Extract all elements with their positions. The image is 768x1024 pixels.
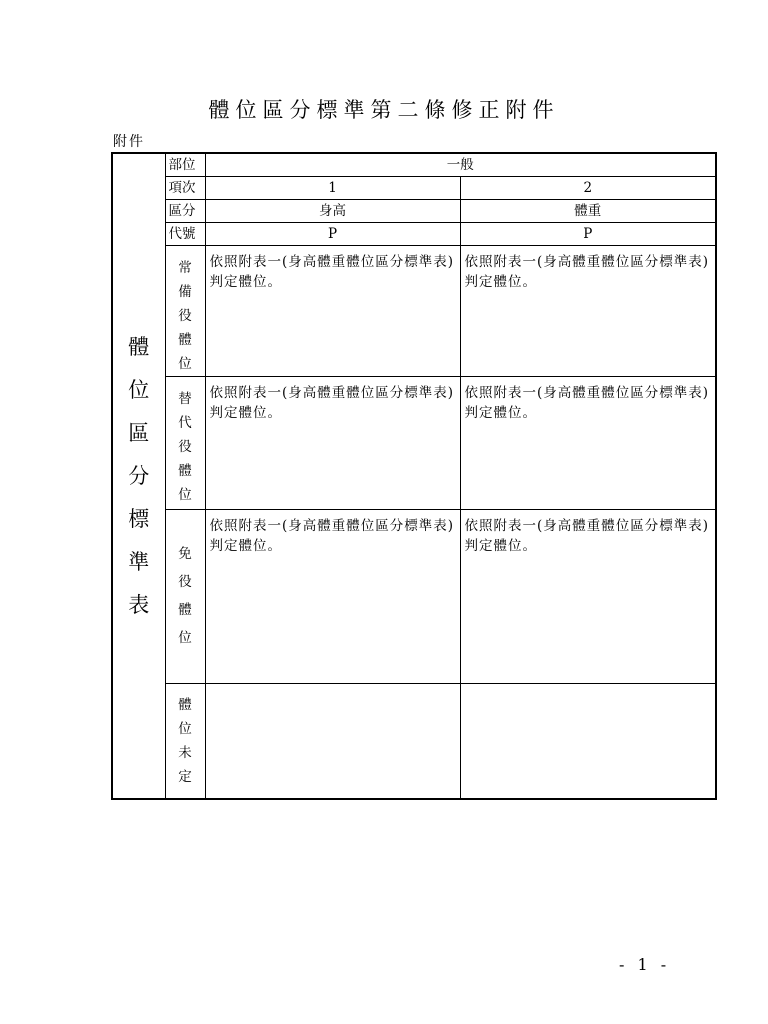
- criteria-cell: [460, 683, 716, 799]
- attachment-label: 附件: [113, 134, 145, 150]
- header-row-part: [112, 153, 716, 176]
- page-number: - 1 -: [619, 955, 671, 974]
- table-row: [112, 509, 716, 683]
- item-number: 1: [205, 176, 460, 199]
- body-standard-table: [111, 152, 717, 800]
- label-item: 項次: [165, 176, 205, 199]
- side-title-char: 位: [128, 377, 150, 402]
- label-part: 部位: [165, 153, 205, 176]
- part-value: 一般: [205, 153, 716, 176]
- table-row: [112, 683, 716, 799]
- criteria-cell: 依照附表一(身高體重體位區分標準表)判定體位。: [460, 509, 716, 683]
- side-title-char: 區: [128, 420, 150, 445]
- label-category: 區分: [165, 199, 205, 222]
- code-value: P: [205, 222, 460, 245]
- criteria-cell: 依照附表一(身高體重體位區分標準表)判定體位。: [205, 245, 460, 376]
- table-row: [112, 376, 716, 509]
- side-title-char: 分: [128, 463, 150, 488]
- header-row-code: [112, 222, 716, 245]
- table-row: [112, 245, 716, 376]
- criteria-cell: [205, 683, 460, 799]
- criteria-cell: 依照附表一(身高體重體位區分標準表)判定體位。: [205, 376, 460, 509]
- code-value: P: [460, 222, 716, 245]
- row-label-undetermined: 體 位 未 定: [165, 683, 205, 799]
- side-title: [112, 153, 165, 799]
- header-row-category: [112, 199, 716, 222]
- side-title-char: 表: [128, 592, 150, 617]
- header-row-item: [112, 176, 716, 199]
- item-number: 2: [460, 176, 716, 199]
- criteria-cell: 依照附表一(身高體重體位區分標準表)判定體位。: [205, 509, 460, 683]
- criteria-cell: 依照附表一(身高體重體位區分標準表)判定體位。: [460, 245, 716, 376]
- row-label-exempt: 免 役 體 位: [165, 509, 205, 683]
- category-value: 身高: [205, 199, 460, 222]
- row-label-substitute-service: 替 代 役 體 位: [165, 376, 205, 509]
- category-value: 體重: [460, 199, 716, 222]
- side-title-char: 準: [128, 549, 150, 574]
- criteria-cell: 依照附表一(身高體重體位區分標準表)判定體位。: [460, 376, 716, 509]
- side-title-char: 體: [128, 334, 150, 359]
- document-title: 體位區分標準第二條修正附件: [208, 98, 560, 122]
- label-code: 代號: [165, 222, 205, 245]
- row-label-regular-service: 常 備 役 體 位: [165, 245, 205, 376]
- side-title-char: 標: [128, 506, 150, 531]
